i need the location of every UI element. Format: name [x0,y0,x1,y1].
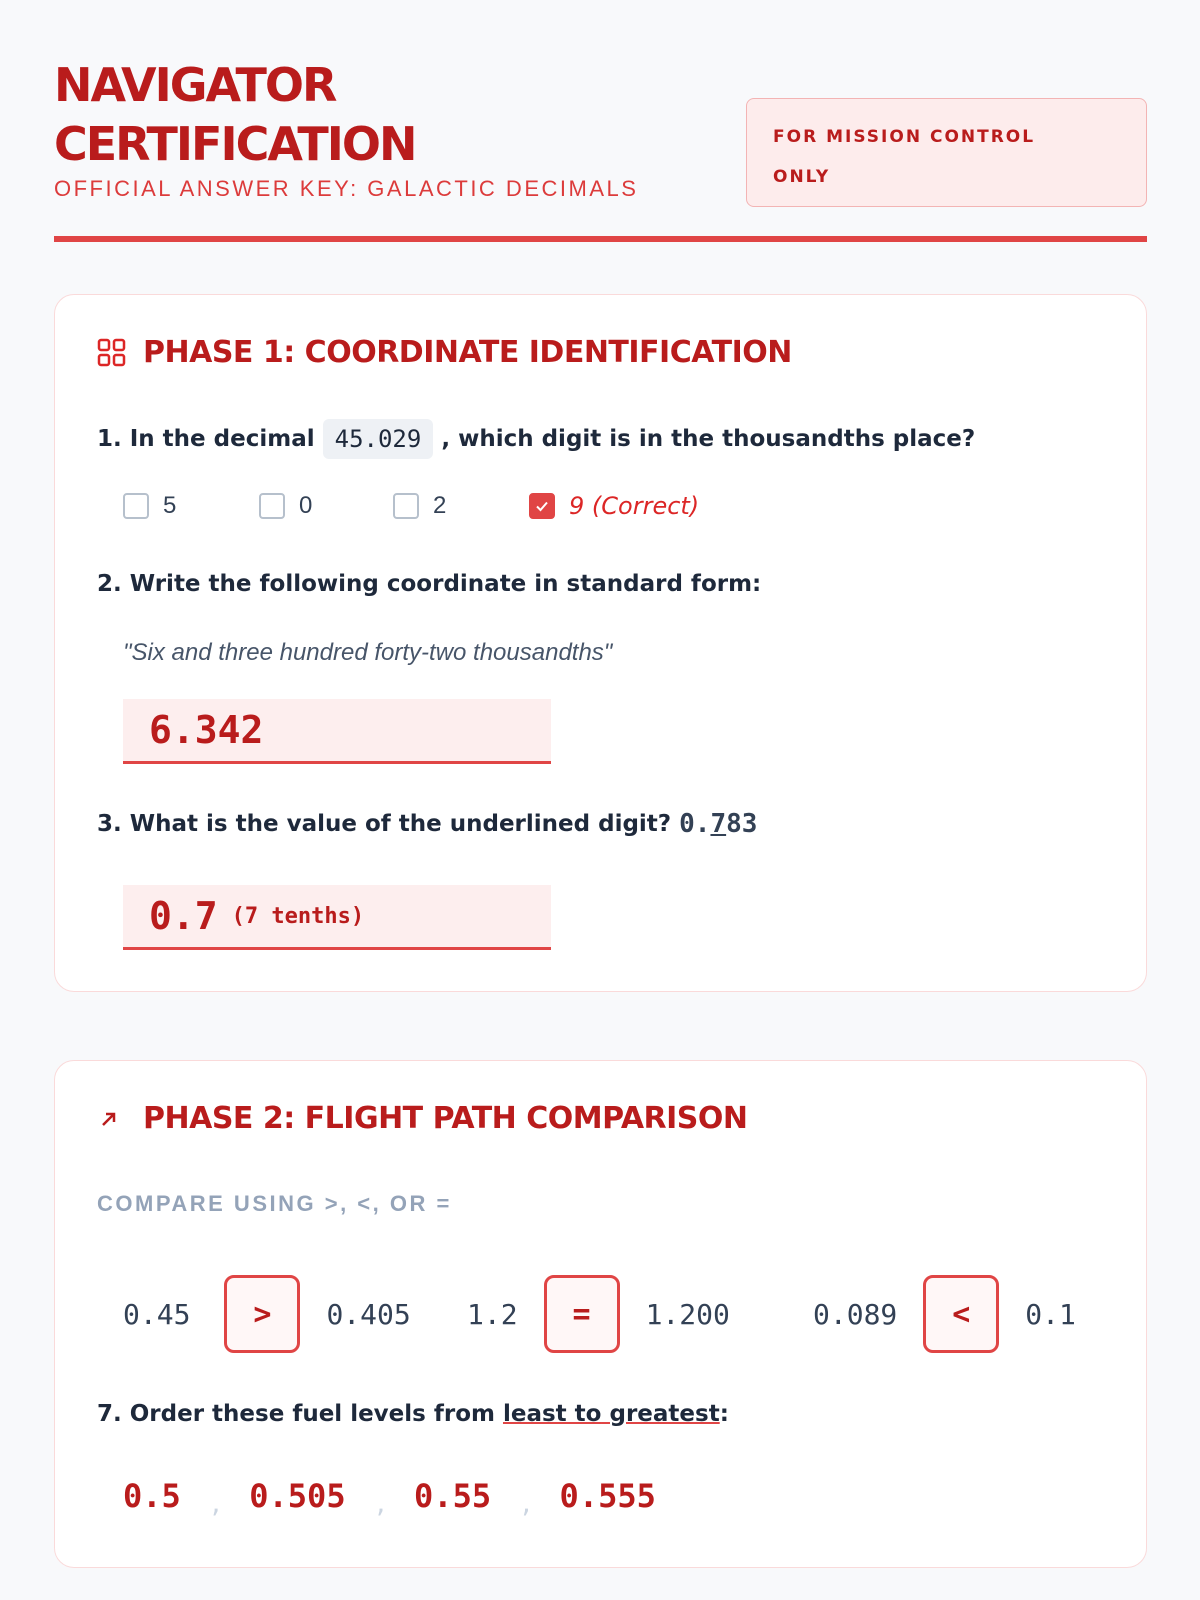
question-1-options [123,491,699,521]
comparison-sign-box[interactable]: < [923,1275,999,1353]
separator: , [373,1490,389,1518]
page-subtitle: OFFICIAL ANSWER KEY: GALACTIC DECIMALS [54,176,639,201]
comparison-3: 0.089 < 0.1 [813,1275,1076,1353]
comparison-sign-box[interactable]: > [224,1275,300,1353]
fuel-order-answer [123,1477,656,1518]
phase-1-card [54,294,1147,992]
checkbox[interactable] [393,493,419,519]
checkbox[interactable] [259,493,285,519]
comparison-1: 0.45 > 0.405 [123,1275,411,1353]
mission-control-stamp: FOR MISSION CONTROL ONLY [746,98,1147,207]
phase-2-card [54,1060,1147,1568]
phase-1-title: PHASE 1: COORDINATE IDENTIFICATION [97,335,792,370]
page-title: NAVIGATOR CERTIFICATION [54,58,416,171]
question-7: 7. Order these fuel levels from least to greatest : [97,1401,729,1427]
checkmark-icon [534,498,550,514]
question-1: 1. In the decimal 45.029 , which digit is in the thousandths place? [97,419,975,459]
option-5[interactable]: 5 [123,491,259,521]
phase-2-title: PHASE 2: FLIGHT PATH COMPARISON [97,1101,748,1136]
option-2[interactable]: 2 [393,491,529,521]
checkbox[interactable] [123,493,149,519]
comparison-sign-box[interactable]: = [544,1275,620,1353]
fuel-value: 0.5 [123,1477,181,1515]
underlined-number: 0.783 [679,809,758,839]
page-header [54,56,1147,242]
fuel-value: 0.55 [414,1477,492,1515]
separator: , [208,1490,224,1518]
question-2: 2. Write the following coordinate in standard form: [97,571,762,597]
option-0[interactable]: 0 [259,491,393,521]
separator: , [519,1490,534,1518]
question-3: 3. What is the value of the underlined digit? 0.783 [97,809,758,839]
answer-2: 6.342 [123,699,551,764]
fuel-value: 0.555 [559,1477,656,1515]
option-9-correct[interactable]: 9 (Correct) [529,491,699,521]
decimal-chip: 45.029 [323,419,434,459]
grid-icon [97,338,131,368]
answer-3: 0.7 (7 tenths) [123,885,551,950]
checkbox-checked[interactable] [529,493,555,519]
comparison-instruction: COMPARE USING >, <, OR = [97,1191,452,1216]
question-2-quote: "Six and three hundred forty-two thousandths" [123,639,613,666]
fuel-value: 0.505 [249,1477,346,1515]
arrow-up-right-icon [97,1107,131,1131]
comparison-2: 1.2 = 1.200 [467,1275,730,1353]
